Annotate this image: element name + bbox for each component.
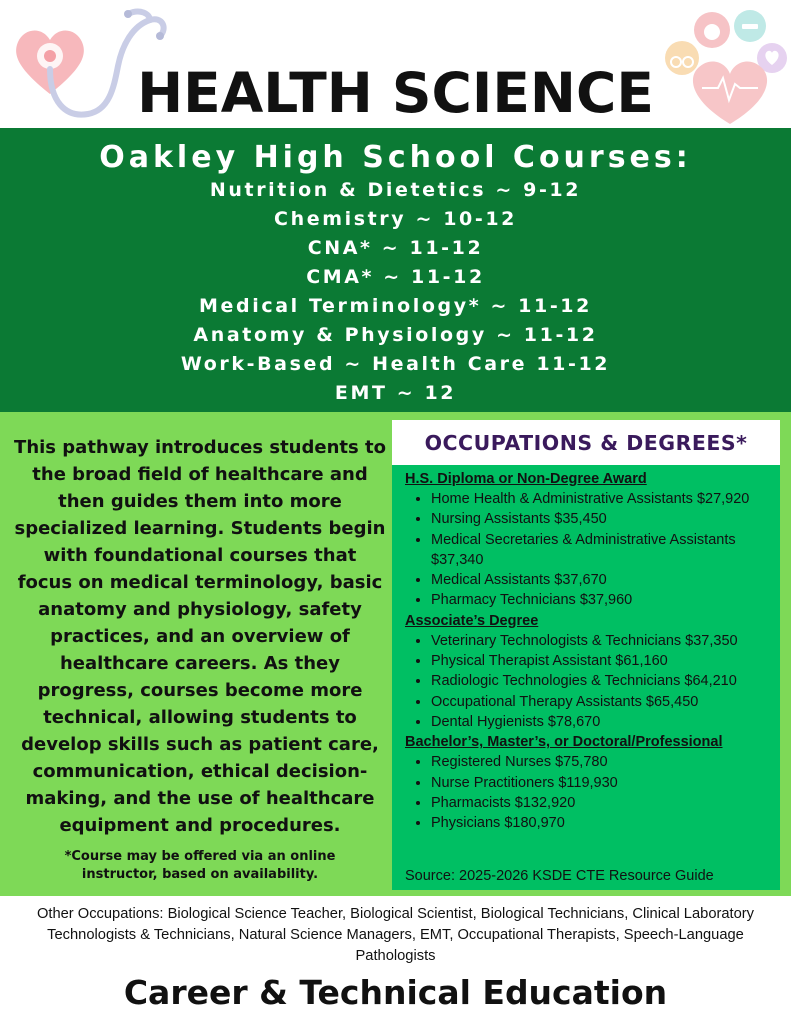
course-item: Chemistry ~ 10-12 [274,208,517,230]
course-list [0,176,791,408]
course-item: Nutrition & Dietetics ~ 9-12 [209,179,582,201]
associates-list [405,631,775,732]
occupation-item: • Nurse Practitioners $119,930 [431,773,775,793]
section-heading-hs-diploma: H.S. Diploma or Non-Degree Award [405,471,647,487]
pathway-section [0,412,791,896]
occupation-item: • Nursing Assistants $35,450 [431,509,775,529]
course-item: Medical Terminology* ~ 11-12 [199,295,592,317]
online-course-footnote: *Course may be offered via an online instructor, based on availability. [64,849,336,882]
header [0,0,791,128]
course-item: Work-Based ~ Health Care 11-12 [180,353,611,375]
bachelors-list [405,752,775,833]
source-citation: Source: 2025-2026 KSDE CTE Resource Guide [405,868,714,884]
occupation-item: • Dental Hygienists $78,670 [431,712,775,732]
section-heading-associates: Associate’s Degree [405,612,539,629]
occupation-item: • Radiologic Technologies & Technicians $64,210 [431,671,775,691]
course-item: CMA* ~ 11-12 [306,266,485,288]
occupation-item: • Physical Therapist Assistant $61,160 [431,651,775,671]
section-heading-bachelors: Bachelor’s, Master’s, or Doctoral/Professional [405,734,723,751]
occupation-item: • Registered Nurses $75,780 [431,752,775,772]
pathway-description: This pathway introduces students to the broad field of healthcare and then guides them into more specialized learning. Students begin with foundational courses that focus on medical terminology, basic anatomy and physiology, safety practices, and an overview of healthcare careers. As they progress, courses become more technical, allowing students to develop skills such as patient care, communication, ethical decision-making, and the use of healthcare equipment and procedures. [14,437,386,836]
occupation-item: • Veterinary Technologists & Technicians $37,350 [431,631,775,651]
occupation-item: • Pharmacists $132,920 [431,793,775,813]
occupations-title: OCCUPATIONS & DEGREES* [392,420,780,465]
hs-diploma-list [405,489,775,611]
course-item: Anatomy & Physiology ~ 11-12 [193,324,598,346]
courses-section [0,128,791,412]
courses-title: Oakley High School Courses: [99,140,692,175]
other-occupations: Other Occupations: Biological Science Teacher, Biological Scientist, Biological Technicians, Clinical Laboratory Technologists & Technicians, Natural Science Managers, EMT, Occupational Therapists, Speech-Language Pathologists [36,906,755,964]
course-item: EMT ~ 12 [334,382,457,404]
medical-bed-icon [734,10,766,42]
footer-title: Career & Technical Education [123,973,668,1012]
occupation-item: • Physicians $180,970 [431,813,775,833]
occupations-list [405,469,775,833]
course-item: CNA* ~ 11-12 [307,237,484,259]
occupation-item: • Pharmacy Technicians $37,960 [431,590,775,610]
occupations-panel [392,420,780,890]
apple-icon [694,12,730,48]
occupation-item: • Medical Assistants $37,670 [431,570,775,590]
page-title: HEALTH SCIENCE [137,61,654,125]
occupation-item: • Occupational Therapy Assistants $65,450 [431,692,775,712]
occupation-item: • Medical Secretaries & Administrative Assistants $37,340 [431,530,775,571]
occupation-item: • Home Health & Administrative Assistants $27,920 [431,489,775,509]
